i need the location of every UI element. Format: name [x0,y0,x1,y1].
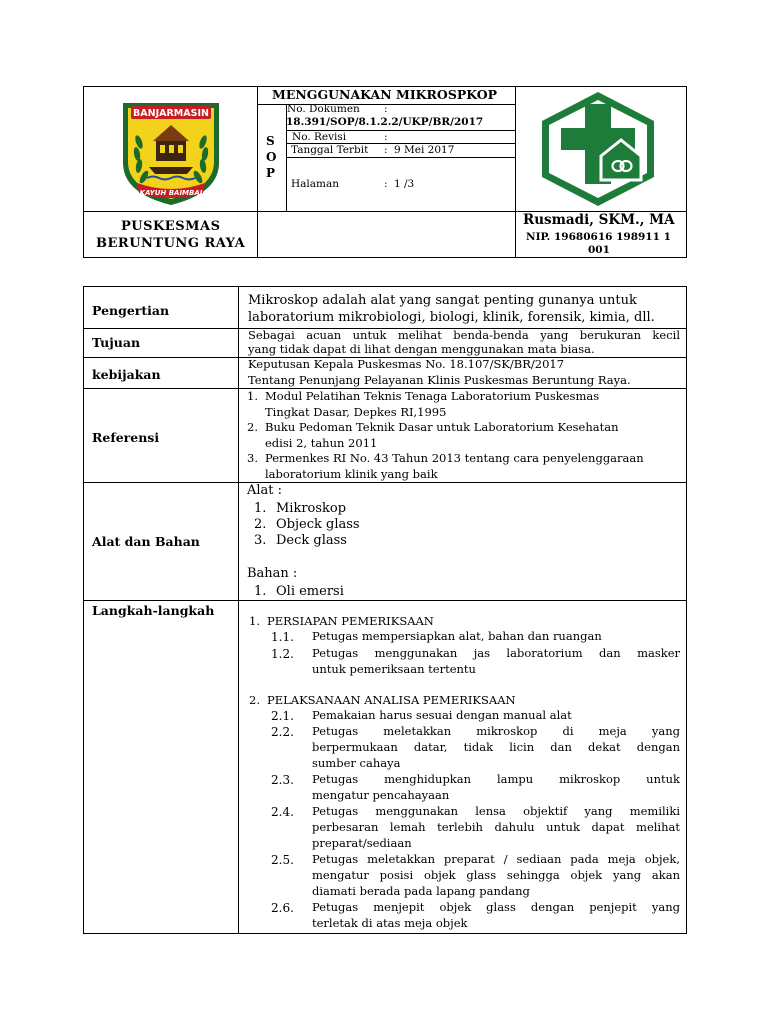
alat-heading: Alat : [247,483,283,498]
step-number: 1.2. [271,647,294,661]
alat-number: 2. [254,517,267,532]
group-number: 2. [249,693,260,707]
kebijakan-text: Keputusan Kepala Puskesmas No. 18.107/SK/BR/2017 [248,357,565,371]
group-number: 1. [249,614,260,628]
institution-name-line2: BERUNTUNG RAYA [96,236,246,251]
halaman-label: Halaman [291,178,340,190]
document-title: MENGGUNAKAN MIKROSPKOP [272,87,498,102]
step-text: Pemakaian harus sesuai dengan manual alat [312,708,572,722]
referensi-item: Tingkat Dasar, Depkes RI,1995 [265,405,447,419]
sop-letter-p: P [266,166,276,180]
header-divider [515,87,516,257]
step-number: 2.2. [271,725,294,739]
sop-letter-o: O [266,150,277,164]
alat-number: 3. [254,533,267,548]
step-text: Petugas menggunakan lensa objektif yang memiliki [312,804,680,818]
header-divider [257,87,258,257]
banjarmasin-logo [117,97,225,207]
header-divider [286,157,515,158]
step-number: 2.6. [271,901,294,915]
tanggal-terbit-value: 9 Mei 2017 [394,144,455,156]
referensi-item: Permenkes RI No. 43 Tahun 2013 tentang cara penyelenggaraan [265,451,644,465]
referensi-label: Referensi [92,430,160,445]
colon: : [384,178,388,190]
tujuan-text: yang tidak dapat di lihat dengan menggunakan mata biasa. [248,342,595,356]
step-text: Petugas mempersiapkan alat, bahan dan ruangan [312,629,602,643]
tujuan-text: Sebagai acuan untuk melihat benda-benda yang berukuran kecil [248,328,680,342]
colon: : [384,131,388,143]
step-text: mengatur posisi objek glass sehingga objek yang akan [312,868,680,882]
institution-name-line1: PUSKESMAS [121,219,221,234]
bahan-heading: Bahan : [247,566,298,581]
column-divider [238,287,239,933]
alat-item: Mikroskop [276,501,347,516]
colon: : [384,103,388,115]
step-number: 1.1. [271,630,294,644]
halaman-value: 1 /3 [394,178,415,190]
no-dokumen-value: 18.391/SOP/8.1.2.2/UKP/BR/2017 [286,116,484,128]
step-text: Petugas menggunakan jas laboratorium dan masker [312,646,680,660]
pengertian-text: Mikroskop adalah alat yang sangat penting gunanya untuk [248,293,637,308]
svg-text:BANJARMASIN: BANJARMASIN [133,108,209,119]
referensi-number: 2. [247,420,258,434]
langkah-label: Langkah-langkah [92,603,215,618]
signer-name: Rusmadi, SKM., MA [523,212,675,228]
bahan-item: Oli emersi [276,584,344,599]
no-revisi-label: No. Revisi [292,131,347,143]
tanggal-terbit-label: Tanggal Terbit [291,144,369,156]
puskesmas-logo [537,90,659,208]
step-text: mengatur pencahayaan [312,788,450,802]
signer-nip: NIP. 19680616 198911 1 [526,231,671,243]
step-text: perbesaran lemah terlebih dahulu untuk dapat melihat [312,820,680,834]
step-number: 2.5. [271,853,294,867]
alat-item: Objeck glass [276,517,360,532]
bahan-number: 1. [254,584,267,599]
kebijakan-label: kebijakan [92,367,161,382]
alat-number: 1. [254,501,267,516]
referensi-item: laboratorium klinik yang baik [265,467,438,481]
kebijakan-text: Tentang Penunjang Pelayanan Klinis Puskesmas Beruntung Raya. [248,373,631,387]
step-text: diamati berada pada lapang pandang [312,884,530,898]
sop-header-table [83,86,687,258]
sop-letter-s: S [266,134,275,148]
referensi-number: 1. [247,389,258,403]
step-number: 2.1. [271,709,294,723]
step-number: 2.4. [271,805,294,819]
tujuan-label: Tujuan [92,335,141,350]
alat-item: Deck glass [276,533,347,548]
group-title: PELAKSANAAN ANALISA PEMERIKSAAN [267,693,516,707]
referensi-number: 3. [247,451,258,465]
referensi-item: Buku Pedoman Teknik Dasar untuk Laboratorium Kesehatan [265,420,619,434]
step-text: Petugas meletakkan mikroskop di meja yang [312,724,680,738]
row-divider [84,600,686,601]
group-title: PERSIAPAN PEMERIKSAAN [267,614,434,628]
alat-bahan-label: Alat dan Bahan [92,534,200,549]
step-text: berpermukaan datar, tidak licin dan dekat dengan [312,740,680,754]
pengertian-label: Pengertian [92,303,170,318]
signer-nip-continued: 001 [588,244,610,256]
pengertian-text: laboratorium mikrobiologi, biologi, klinik, forensik, kimia, dll. [248,310,655,325]
step-number: 2.3. [271,773,294,787]
step-text: preparat/sediaan [312,836,412,850]
colon: : [384,144,388,156]
step-text: Petugas menjepit objek glass dengan penjepit yang [312,900,680,914]
step-text: untuk pemeriksaan tertentu [312,662,476,676]
sop-content-table [83,286,687,934]
step-text: terletak di atas meja objek [312,916,468,930]
referensi-item: edisi 2, tahun 2011 [265,436,378,450]
referensi-item: Modul Pelatihan Teknis Tenaga Laboratorium Puskesmas [265,389,600,403]
svg-text:KAYUH BAIMBAI: KAYUH BAIMBAI [139,189,203,197]
step-text: sumber cahaya [312,756,401,770]
step-text: Petugas meletakkan preparat / sediaan pada meja objek, [312,852,680,866]
step-text: Petugas menghidupkan lampu mikroskop untuk [312,772,680,786]
row-divider [84,482,686,483]
no-dokumen-label: No. Dokumen [287,103,360,115]
